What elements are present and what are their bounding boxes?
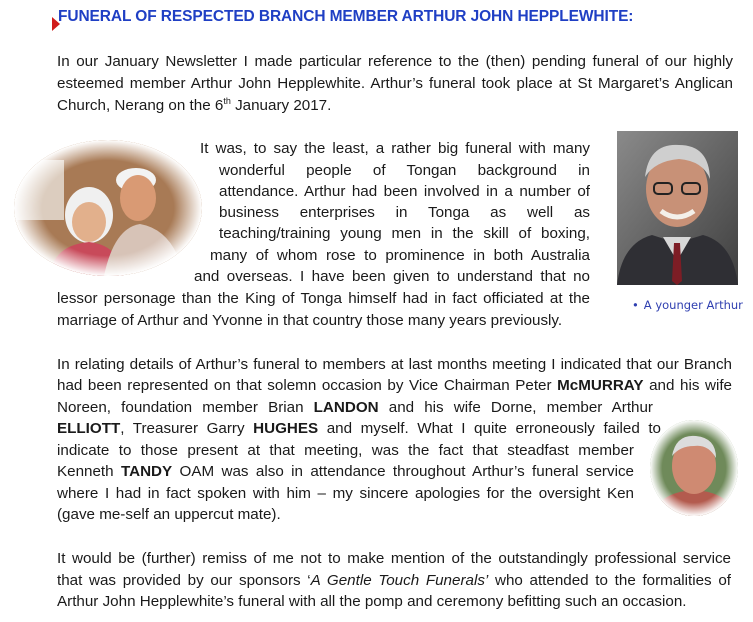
- kenneth-tandy-photo: [650, 420, 738, 516]
- p3-line-2: had been represented on that solemn occasion by Vice Chairman Peter McMURRAY and his wife: [57, 377, 733, 394]
- p3-line-4: ELLIOTT, Treasurer Garry HUGHES and myself. What I quite erroneously failed to: [57, 420, 661, 437]
- heading-text: FUNERAL OF RESPECTED BRANCH MEMBER ARTHUR JOHN HEPPLEWHITE:: [58, 8, 634, 25]
- younger-arthur-photo: [617, 131, 738, 285]
- p2-line-7: and overseas. I have been given to understand that no: [194, 268, 590, 285]
- p2-line-8: lessor personage than the King of Tonga himself had in fact officiated at the: [57, 290, 590, 307]
- couple-photo: [14, 140, 202, 276]
- p3-line-8: (gave me-self an uppercut mate).: [57, 506, 281, 523]
- p3-line-3: Noreen, foundation member Brian LANDON and his wife Dorne, member Arthur: [57, 399, 653, 416]
- p2-line-4: business enterprises in Tonga as well as: [219, 204, 590, 221]
- arrow-marker-icon: [52, 17, 60, 31]
- p3-line-6: Kenneth TANDY OAM was also in attendance throughout Arthur’s funeral service: [57, 463, 634, 480]
- p1-line-1: In our January Newsletter I made particular reference to the (then) pending funeral of our highly: [57, 53, 733, 70]
- article-heading: [58, 8, 633, 26]
- p1-line-2: esteemed member Arthur John Hepplewhite. Arthur’s funeral took place at St Margaret’s Anglican: [57, 75, 733, 92]
- p1-line-3: Church, Nerang on the 6th January 2017.: [57, 95, 332, 114]
- p2-line-5: teaching/training young men in the skill of boxing,: [219, 225, 590, 242]
- p2-line-1: It was, to say the least, a rather big funeral with many: [200, 140, 590, 157]
- p4-line-2: that was provided by our sponsors ‘A Gentle Touch Funerals’ who attended to the formalities of: [57, 572, 731, 589]
- p2-line-9: marriage of Arthur and Yvonne in that country those many years previously.: [57, 312, 563, 329]
- p3-line-1: In relating details of Arthur’s funeral to members at last months meeting I indicated that our Branch: [57, 356, 732, 373]
- p3-line-5: indicate to those present at that meeting, was the fact that steadfast member: [57, 442, 634, 459]
- p2-line-3: attendance. Arthur had been involved in a number of: [219, 183, 590, 200]
- p2-line-6: many of whom rose to prominence in both Australia: [210, 247, 590, 264]
- p4-line-3: Arthur John Hepplewhite’s funeral with all the pomp and ceremony befitting such an occasion.: [57, 593, 687, 610]
- p2-line-2: wonderful people of Tongan background in: [219, 162, 590, 179]
- photo-caption: • A younger Arthur: [632, 298, 743, 312]
- p3-line-7: where I had in fact spoken with him – my sincere apologies for the oversight Ken: [57, 485, 634, 502]
- p4-line-1: It would be (further) remiss of me not to make mention of the outstandingly professional service: [57, 550, 731, 567]
